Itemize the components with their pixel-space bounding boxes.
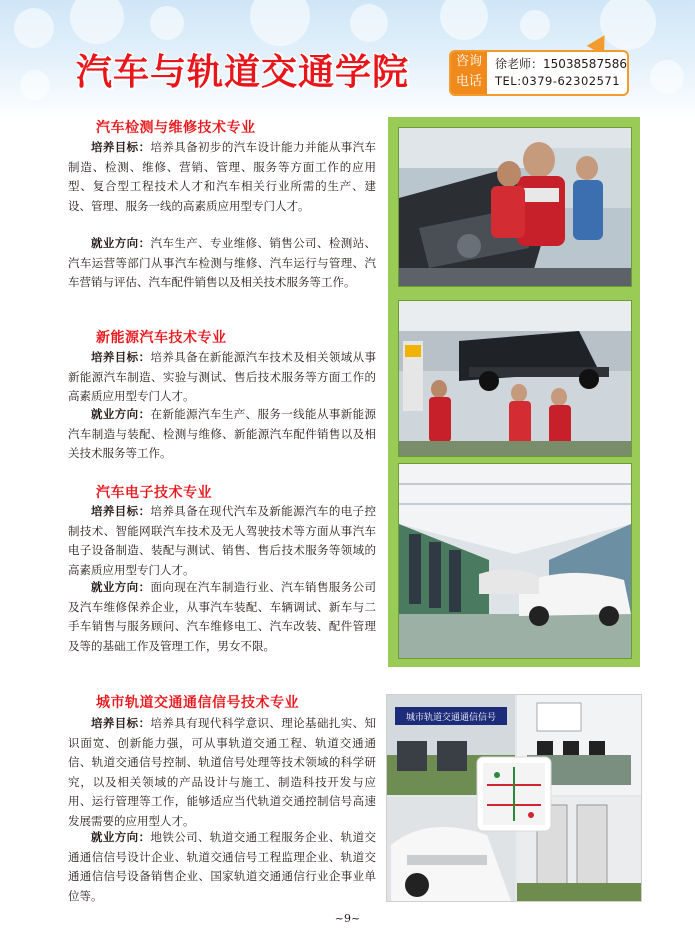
bubble-decoration	[440, 0, 488, 40]
section-career-paragraph	[68, 234, 376, 293]
section-title-auto-inspection: 汽车检测与维修技术专业	[96, 120, 256, 136]
goal-label: 培养目标：	[91, 140, 151, 154]
goal-text: 培养具备在新能源汽车技术及相关领域从事新能源汽车制造、实验与测试、售后技术服务等方面工作的高素质应用型专门人才。	[68, 350, 377, 403]
contact-tag-line2: 电话	[455, 74, 482, 89]
bubble-decoration	[70, 0, 124, 44]
training-hall-photo	[398, 463, 632, 659]
goal-text: 培养具备初步的汽车设计能力并能从事汽车制造、检测、维修、营销、管理、服务等方面工作的应用型、复合型工程技术人才和汽车相关行业所需的生产、建设、管理、服务一线的高素质应用型专门人才。	[68, 140, 377, 213]
workshop-engine-photo	[398, 127, 632, 287]
section-title-rail-signal: 城市轨道交通通信信号技术专业	[96, 695, 299, 711]
section-goal-paragraph	[68, 502, 376, 580]
lifted-car-photo	[398, 300, 632, 457]
bubble-decoration	[20, 70, 50, 100]
bubble-decoration	[650, 60, 684, 94]
page-number: ~9~	[334, 912, 361, 925]
career-label: 就业方向：	[91, 580, 151, 594]
career-text: 地铁公司、轨道交通工程服务企业、轨道交通通信信号设计企业、轨道交通信号工程监理企业、轨道交通通信信号设备销售企业、国家轨道交通通信行业企事业单位等。	[68, 830, 377, 903]
contact-tel: TEL:0379-62302571	[495, 74, 621, 88]
contact-tag	[451, 52, 487, 94]
contact-tag-line1: 咨询	[455, 54, 482, 69]
contact-name: 徐老师：15038587586	[495, 57, 627, 71]
goal-text: 培养具有现代科学意识、理论基础扎实、知识面宽、创新能力强，可从事轨道交通工程、轨道交通通信、轨道交通信号控制、轨道信号处理等技术领域的科学研究，以及相关领域的产品设计与施工、制造科技开发与应用、运行管理等工作，能够适应当代轨道交通控制信号高速发展需要的应用型人才。	[68, 716, 377, 828]
page-title: 汽车与轨道交通学院	[76, 52, 410, 93]
bubble-decoration	[520, 10, 550, 40]
goal-text: 培养具备在现代汽车及新能源汽车的电子控制技术、智能网联汽车技术及无人驾驶技术等方面从事汽车电子设备制造、装配与测试、销售、售后技术服务等领域的高素质应用型专门人才。	[68, 504, 377, 577]
section-goal-paragraph	[68, 714, 376, 831]
career-text: 面向现在汽车制造行业、汽车销售服务公司及汽车维修保养企业，从事汽车装配、车辆调试、新车与二手车销售与服务顾问、汽车维修电工、汽车改装、配件管理及等的基础工作及管理工作，男女不限。	[68, 580, 377, 653]
rail-signal-lab-photo	[386, 694, 642, 902]
goal-label: 培养目标：	[91, 716, 151, 730]
section-career-paragraph	[68, 405, 376, 464]
section-career-paragraph	[68, 578, 376, 656]
goal-label: 培养目标：	[91, 350, 151, 364]
career-label: 就业方向：	[91, 407, 151, 421]
career-text: 在新能源汽车生产、服务一线能从事新能源汽车制造与装配、检测与维修、新能源汽车配件销售以及相关技术服务等工作。	[68, 407, 377, 460]
contact-box	[449, 50, 629, 96]
section-goal-paragraph	[68, 138, 376, 216]
section-title-auto-electronics: 汽车电子技术专业	[96, 485, 212, 501]
bubble-decoration	[14, 8, 54, 48]
bubble-decoration	[150, 6, 184, 40]
career-label: 就业方向：	[91, 236, 151, 250]
career-label: 就业方向：	[91, 830, 151, 844]
section-career-paragraph	[68, 828, 376, 906]
career-text: 汽车生产、专业维修、销售公司、检测站、汽车运营等部门从事汽车检测与维修、汽车运行与管理、汽车营销与评估、汽车配件销售以及相关技术服务等工作。	[68, 236, 377, 289]
bubble-decoration	[350, 4, 388, 42]
lab-banner-text: 城市轨道交通通信信号	[405, 713, 497, 723]
section-title-new-energy: 新能源汽车技术专业	[96, 330, 227, 346]
section-goal-paragraph	[68, 348, 376, 407]
goal-label: 培养目标：	[91, 504, 151, 518]
bubble-decoration	[250, 0, 310, 46]
photo-panel	[388, 117, 640, 667]
